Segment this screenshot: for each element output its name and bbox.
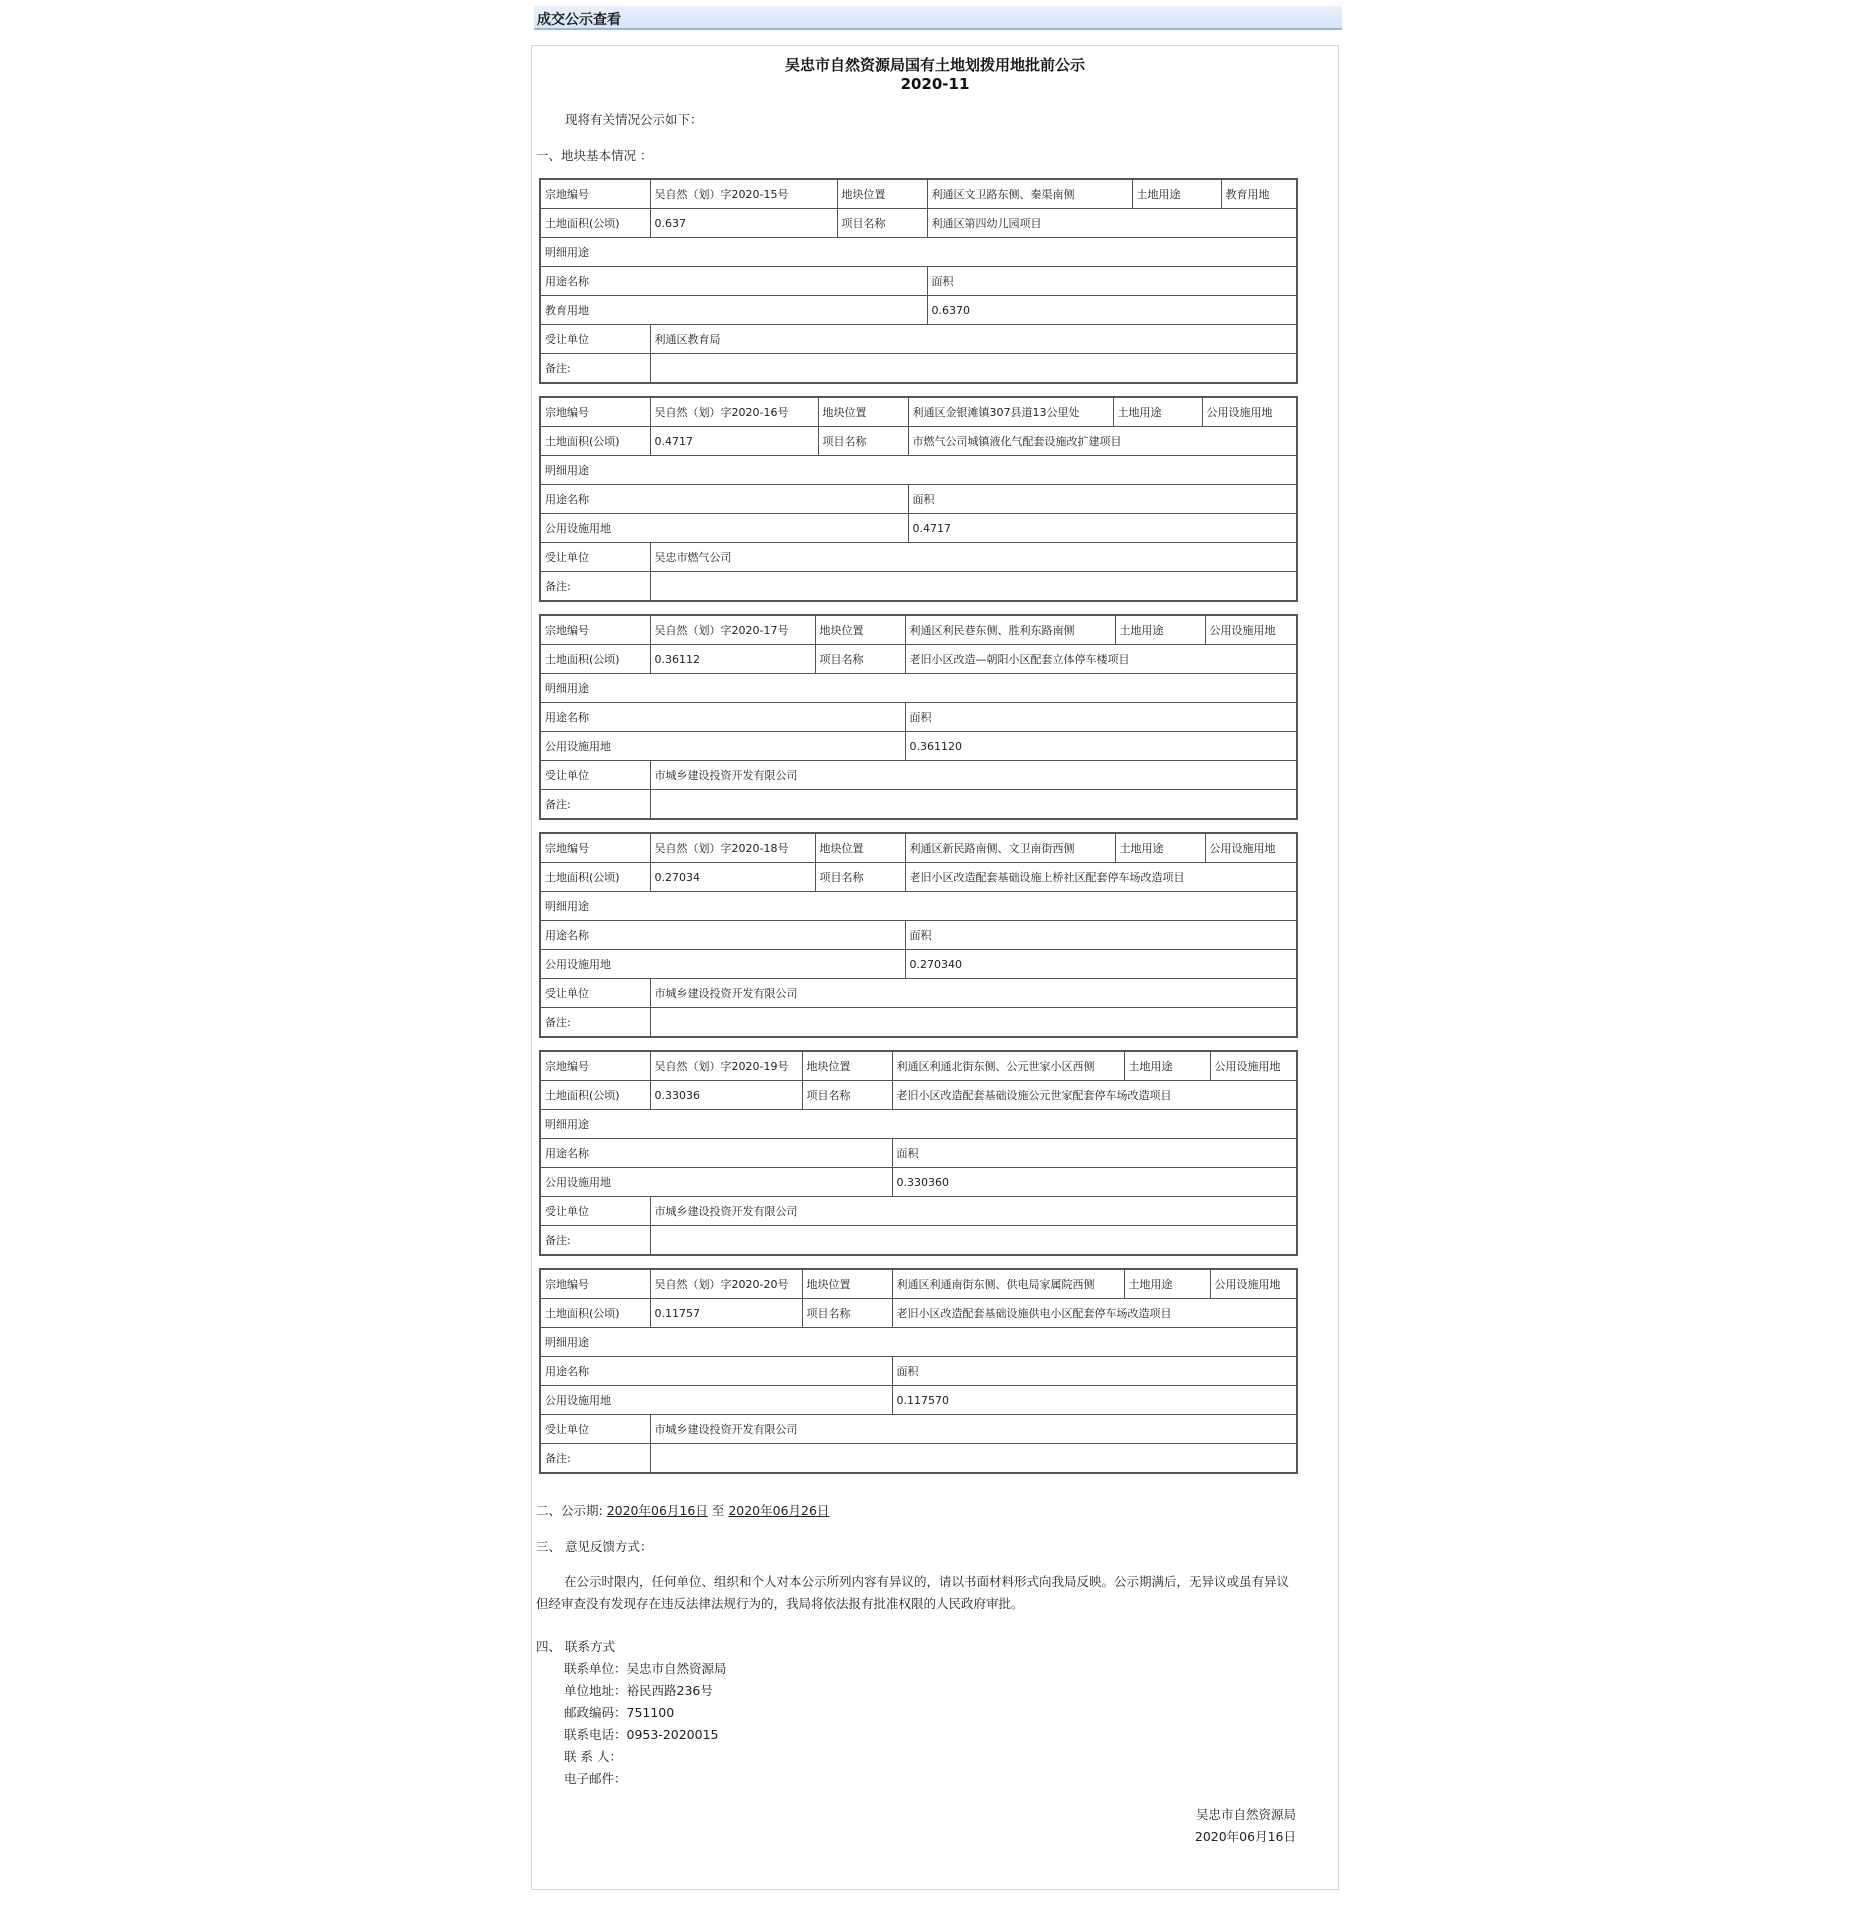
land-use-value: 公用设施用地 [1202,397,1297,427]
grantee-label: 受让单位 [540,1415,650,1444]
parcel-table [539,1050,1298,1256]
grantee-value: 市城乡建设投资开发有限公司 [650,1197,1297,1226]
land-use-label: 土地用途 [1113,397,1202,427]
detail-use-area: 0.117570 [892,1386,1297,1415]
section-4-heading: 四、 联系方式 [536,1639,615,1654]
remark-label: 备注: [540,572,650,602]
use-name-header: 用途名称 [540,921,905,950]
page-header-title: 成交公示查看 [537,12,621,28]
project-value: 老旧小区改造配套基础设施上桥社区配套停车场改造项目 [905,863,1297,892]
location-label: 地块位置 [818,397,908,427]
detail-use-name: 公用设施用地 [540,1168,892,1197]
location-label: 地块位置 [815,615,905,645]
area-label: 土地面积(公顷) [540,863,650,892]
parcel-no-value: 吴自然（划）字2020-20号 [650,1269,802,1299]
remark-value [650,354,1297,384]
location-label: 地块位置 [802,1051,892,1081]
area-header: 面积 [892,1139,1297,1168]
detail-use-label: 明细用途 [540,1110,1297,1139]
parcel-no-label: 宗地编号 [540,1269,650,1299]
grantee-value: 利通区教育局 [650,325,1297,354]
detail-use-area: 0.270340 [905,950,1297,979]
remark-label: 备注: [540,1008,650,1038]
use-name-header: 用途名称 [540,1139,892,1168]
contact-email: 电子邮件： [564,1771,627,1786]
grantee-value: 市城乡建设投资开发有限公司 [650,1415,1297,1444]
area-value: 0.36112 [650,645,815,674]
detail-use-name: 公用设施用地 [540,732,905,761]
land-use-value: 公用设施用地 [1210,1269,1297,1299]
project-label: 项目名称 [815,863,905,892]
parcel-no-value: 吴自然（划）字2020-18号 [650,833,815,863]
grantee-label: 受让单位 [540,325,650,354]
area-label: 土地面积(公顷) [540,427,650,456]
notice-document [531,45,1339,1890]
location-label: 地块位置 [837,179,927,209]
grantee-value: 吴忠市燃气公司 [650,543,1297,572]
land-use-value: 公用设施用地 [1205,833,1297,863]
area-label: 土地面积(公顷) [540,1299,650,1328]
intro-text: 现将有关情况公示如下： [565,112,703,127]
use-name-header: 用途名称 [540,1357,892,1386]
parcel-no-label: 宗地编号 [540,397,650,427]
grantee-label: 受让单位 [540,543,650,572]
signature-org: 吴忠市自然资源局 [1195,1807,1296,1822]
land-use-label: 土地用途 [1115,615,1205,645]
contact-address: 单位地址：裕民西路236号 [564,1683,713,1698]
parcel-table [539,178,1298,384]
area-value: 0.11757 [650,1299,802,1328]
project-label: 项目名称 [802,1299,892,1328]
project-label: 项目名称 [815,645,905,674]
project-label: 项目名称 [837,209,927,238]
location-value: 利通区利通北街东侧、公元世家小区西侧 [892,1051,1124,1081]
contact-postcode: 邮政编码：751100 [564,1705,675,1720]
detail-use-name: 公用设施用地 [540,950,905,979]
land-use-label: 土地用途 [1115,833,1205,863]
notice-period [536,1501,829,1519]
detail-use-area: 0.330360 [892,1168,1297,1197]
detail-use-name: 公用设施用地 [540,1386,892,1415]
grantee-value: 市城乡建设投资开发有限公司 [650,979,1297,1008]
detail-use-area: 0.6370 [927,296,1297,325]
parcel-table [539,614,1298,820]
remark-label: 备注: [540,790,650,820]
remark-label: 备注: [540,1444,650,1474]
project-label: 项目名称 [802,1081,892,1110]
location-label: 地块位置 [802,1269,892,1299]
location-value: 利通区金银滩镇307县道13公里处 [908,397,1113,427]
detail-use-area: 0.361120 [905,732,1297,761]
detail-use-name: 公用设施用地 [540,514,908,543]
document-title: 吴忠市自然资源局国有土地划拨用地批前公示 [784,56,1085,74]
notice-period-label: 二、公示期: [536,1503,603,1518]
area-label: 土地面积(公顷) [540,209,650,238]
document-number: 2020-11 [900,75,970,93]
contact-person: 联 系 人： [564,1749,622,1764]
feedback-text: 在公示时限内，任何单位、组织和个人对本公示所列内容有异议的，请以书面材料形式向我局反映。公示期满后，无异议或虽有异议但经审查没有发现存在违反法律法规行为的，我局将依法报有批准权限的人民政府审批。 [536,1574,1290,1611]
parcel-no-label: 宗地编号 [540,615,650,645]
detail-use-label: 明细用途 [540,238,1297,267]
parcel-no-label: 宗地编号 [540,179,650,209]
parcel-no-value: 吴自然（划）字2020-17号 [650,615,815,645]
area-header: 面积 [905,703,1297,732]
remark-label: 备注: [540,1226,650,1256]
area-header: 面积 [908,485,1297,514]
location-value: 利通区利通南街东侧、供电局家属院西侧 [892,1269,1124,1299]
parcel-no-value: 吴自然（划）字2020-16号 [650,397,818,427]
contact-unit: 联系单位：吴忠市自然资源局 [564,1661,727,1676]
parcel-no-value: 吴自然（划）字2020-19号 [650,1051,802,1081]
land-use-label: 土地用途 [1132,179,1221,209]
location-value: 利通区新民路南侧、文卫南街西侧 [905,833,1115,863]
grantee-label: 受让单位 [540,979,650,1008]
parcel-no-value: 吴自然（划）字2020-15号 [650,179,837,209]
page-header [534,6,1342,30]
detail-use-area: 0.4717 [908,514,1297,543]
use-name-header: 用途名称 [540,267,927,296]
grantee-value: 市城乡建设投资开发有限公司 [650,761,1297,790]
project-value: 老旧小区改造配套基础设施公元世家配套停车场改造项目 [892,1081,1297,1110]
parcel-table [539,1268,1298,1474]
location-label: 地块位置 [815,833,905,863]
detail-use-label: 明细用途 [540,892,1297,921]
notice-period-end: 2020年06月26日 [728,1503,830,1518]
contact-phone: 联系电话：0953-2020015 [564,1727,719,1742]
area-label: 土地面积(公顷) [540,645,650,674]
land-use-label: 土地用途 [1124,1051,1210,1081]
section-1-heading: 一、地块基本情况 ： [536,148,653,163]
grantee-label: 受让单位 [540,1197,650,1226]
remark-label: 备注: [540,354,650,384]
area-header: 面积 [905,921,1297,950]
use-name-header: 用途名称 [540,703,905,732]
signature-date: 2020年06月16日 [1194,1829,1296,1844]
area-value: 0.27034 [650,863,815,892]
land-use-value: 公用设施用地 [1205,615,1297,645]
project-label: 项目名称 [818,427,908,456]
remark-value [650,790,1297,820]
detail-use-label: 明细用途 [540,1328,1297,1357]
notice-period-to: 至 [711,1503,725,1518]
remark-value [650,1444,1297,1474]
project-value: 利通区第四幼儿园项目 [927,209,1297,238]
area-label: 土地面积(公顷) [540,1081,650,1110]
project-value: 市燃气公司城镇液化气配套设施改扩建项目 [908,427,1297,456]
notice-period-start: 2020年06月16日 [606,1503,708,1518]
project-value: 老旧小区改造配套基础设施供电小区配套停车场改造项目 [892,1299,1297,1328]
parcel-table [539,396,1298,602]
location-value: 利通区利民巷东侧、胜利东路南侧 [905,615,1115,645]
parcel-no-label: 宗地编号 [540,1051,650,1081]
remark-value [650,1008,1297,1038]
area-header: 面积 [892,1357,1297,1386]
area-header: 面积 [927,267,1297,296]
detail-use-name: 教育用地 [540,296,927,325]
area-value: 0.637 [650,209,837,238]
detail-use-label: 明细用途 [540,674,1297,703]
parcel-table [539,832,1298,1038]
area-value: 0.4717 [650,427,818,456]
land-use-value: 公用设施用地 [1210,1051,1297,1081]
remark-value [650,1226,1297,1256]
area-value: 0.33036 [650,1081,802,1110]
project-value: 老旧小区改造—朝阳小区配套立体停车楼项目 [905,645,1297,674]
section-3-heading: 三、 意见反馈方式： [536,1539,653,1554]
use-name-header: 用途名称 [540,485,908,514]
land-use-value: 教育用地 [1221,179,1297,209]
detail-use-label: 明细用途 [540,456,1297,485]
grantee-label: 受让单位 [540,761,650,790]
parcel-no-label: 宗地编号 [540,833,650,863]
land-use-label: 土地用途 [1124,1269,1210,1299]
location-value: 利通区文卫路东侧、秦渠南侧 [927,179,1132,209]
remark-value [650,572,1297,602]
